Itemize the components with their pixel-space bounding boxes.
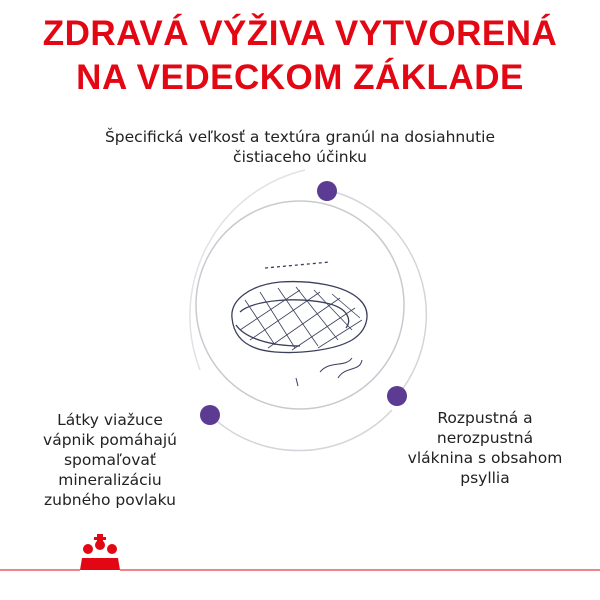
kibble-illustration	[232, 262, 367, 386]
title-line-2: NA VEDECKOM ZÁKLADE	[76, 58, 524, 97]
caption-top-line-2: čistiaceho účinku	[233, 148, 367, 166]
outer-ring	[327, 190, 426, 395]
caption-top-line-1: Špecifická veľkosť a textúra granúl na dosiahnutie	[104, 128, 496, 146]
caption-left-line-5: zubného povlaku	[43, 491, 176, 509]
crown-logo	[80, 534, 120, 570]
outer-ring-left-2	[190, 170, 305, 370]
outer-ring-left	[210, 410, 392, 451]
caption-right-line-2: nerozpustná	[436, 429, 534, 447]
caption-left-line-1: Látky viažuce	[57, 411, 163, 429]
caption-top	[100, 127, 500, 167]
caption-left	[20, 410, 200, 510]
dot-top	[317, 181, 337, 201]
caption-left-line-3: spomaľovať	[63, 451, 157, 469]
caption-right	[400, 408, 570, 488]
caption-right-line-1: Rozpustná a	[437, 409, 533, 427]
caption-right-line-4: psyllia	[460, 469, 510, 487]
caption-right-line-3: vláknina s obsahom	[407, 449, 563, 467]
inner-circle	[196, 201, 404, 409]
caption-left-line-2: vápnik pomáhajú	[43, 431, 177, 449]
dot-right	[387, 386, 407, 406]
dot-left	[200, 405, 220, 425]
caption-left-line-4: mineralizáciu	[58, 471, 162, 489]
title-line-1: ZDRAVÁ VÝŽIVA VYTVORENÁ	[42, 14, 558, 53]
